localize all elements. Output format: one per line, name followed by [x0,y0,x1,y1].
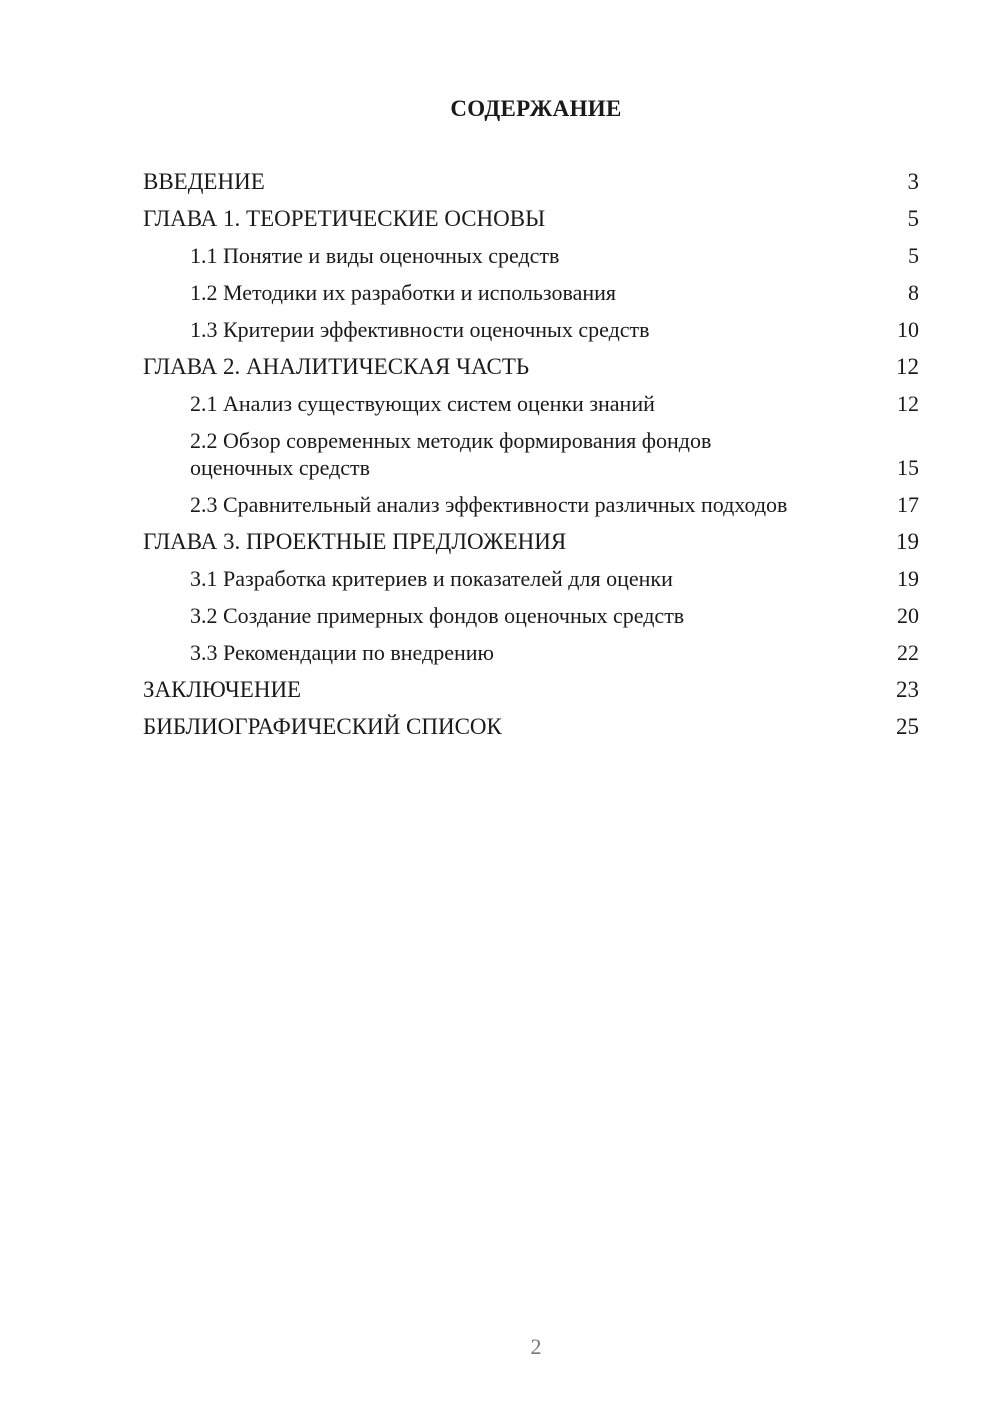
toc-entry [143,390,919,417]
toc-entry-label: 2.2 Обзор современных методик формирования фондов оценочных средств [190,428,712,480]
toc-entry-page: 22 [897,640,919,665]
toc-entry-page: 15 [897,455,919,480]
toc-entry [143,713,919,740]
toc-entry-page: 8 [908,280,919,305]
toc-entry-page: 23 [896,677,919,702]
toc-entry [143,491,919,518]
toc-entry-page: 19 [897,566,919,591]
toc-entry-label: ГЛАВА 3. ПРОЕКТНЫЕ ПРЕДЛОЖЕНИЯ [143,529,567,554]
toc-entry-label: 1.3 Критерии эффективности оценочных средств [190,317,650,342]
toc-entry [143,205,919,232]
toc-entry-page: 17 [897,492,919,517]
toc-entry-page: 5 [907,206,919,231]
toc-entry [143,676,919,703]
toc-entry [143,565,919,592]
toc-entry-label: 2.1 Анализ существующих систем оценки знаний [190,391,655,416]
toc-entry-label: 1.2 Методики их разработки и использования [190,280,617,305]
toc-entry [143,242,919,269]
toc-entry-label: 1.1 Понятие и виды оценочных средств [190,243,560,268]
toc-entry [143,353,919,380]
toc-entry-page: 12 [897,391,919,416]
toc-title: СОДЕРЖАНИЕ [450,96,622,121]
toc-entry-page: 5 [908,243,919,268]
toc-entry-label: 3.1 Разработка критериев и показателей для оценки [190,566,673,591]
page-number: 2 [530,1334,542,1359]
toc-entry-page: 20 [897,603,919,628]
toc-entry-label: ВВЕДЕНИЕ [143,169,265,194]
toc-entry-label: 3.3 Рекомендации по внедрению [190,640,494,665]
toc-entry [143,639,919,666]
toc-entry-label: 3.2 Создание примерных фондов оценочных средств [190,603,685,628]
toc-entry [143,427,919,481]
toc-entry-label: 2.3 Сравнительный анализ эффективности различных подходов [190,492,788,517]
toc-entry-page: 12 [896,354,919,379]
table-of-contents [143,168,919,750]
toc-entry [143,602,919,629]
toc-entry-page: 25 [896,714,919,739]
toc-entry-page: 3 [907,169,919,194]
toc-entry [143,279,919,306]
toc-entry [143,168,919,195]
toc-entry [143,316,919,343]
toc-entry-label: ГЛАВА 2. АНАЛИТИЧЕСКАЯ ЧАСТЬ [143,354,530,379]
toc-entry [143,528,919,555]
toc-entry-page: 10 [897,317,919,342]
toc-entry-label: БИБЛИОГРАФИЧЕСКИЙ СПИСОК [143,714,502,739]
toc-entry-page: 19 [896,529,919,554]
toc-entry-label: ЗАКЛЮЧЕНИЕ [143,677,302,702]
toc-entry-label: ГЛАВА 1. ТЕОРЕТИЧЕСКИЕ ОСНОВЫ [143,206,546,231]
